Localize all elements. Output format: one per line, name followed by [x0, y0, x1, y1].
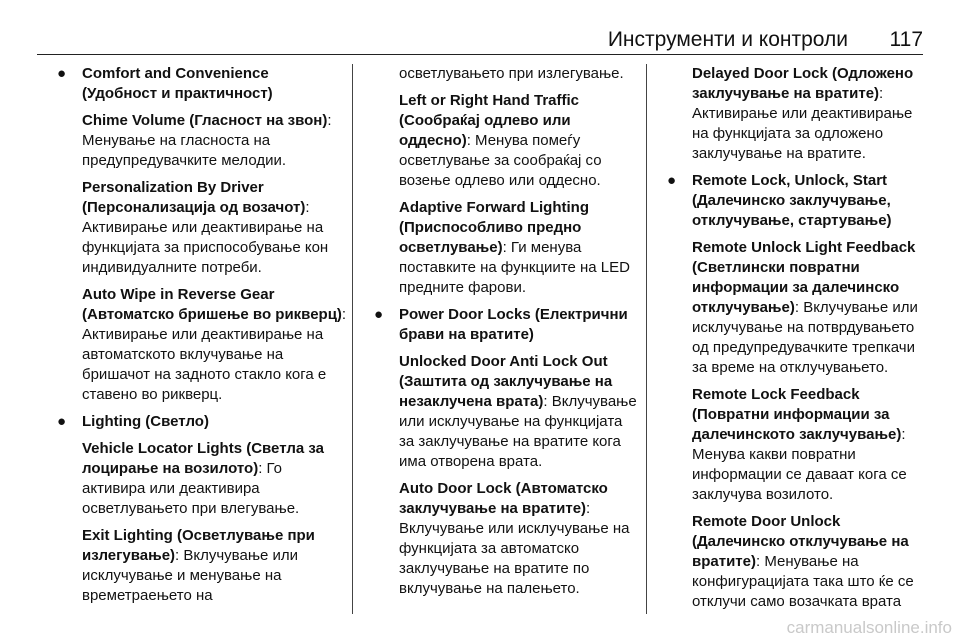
setting-item	[82, 111, 347, 171]
section-heading: ● Remote Lock, Unlock, Start (Далечинско заклучување, отклучување, стартување)	[667, 172, 892, 229]
setting-title: Remote Unlock Light Feedback (Светлински повратни информации за далечинско отклучување)	[692, 239, 916, 316]
setting-description: : Ги менува поставките на функциите на LED предните фарови.	[399, 239, 630, 296]
header-divider	[37, 54, 923, 55]
setting-item	[82, 526, 347, 606]
page-header	[0, 26, 960, 52]
setting-item	[692, 512, 932, 612]
setting-item	[399, 352, 640, 472]
page-title: Инструменти и контроли	[607, 28, 848, 51]
setting-description: : Активирање или деактивирање на автоматското вклучување на бришачот на задното стакло кога е ставено во рикверц.	[82, 306, 347, 403]
setting-description: : Го активира или деактивира осветлувањето при влегување.	[82, 460, 300, 517]
setting-title: Personalization By Driver (Персонализација од возачот)	[82, 179, 306, 216]
section-heading: ● Power Door Locks (Електрични брави на вратите)	[374, 306, 628, 343]
setting-item	[82, 439, 347, 519]
setting-item	[692, 385, 932, 505]
bullet-icon: ●	[374, 306, 384, 323]
setting-description: : Активирање или деактивирање на функцијата за приспособување кон индивидуалните потреби.	[82, 199, 329, 276]
setting-title: Unlocked Door Anti Lock Out (Заштита од заклучување на незаклучена врата)	[399, 353, 613, 410]
text-column-2	[374, 64, 640, 606]
setting-description: : Активирање или деактивирање на функцијата за одложено заклучување на вратите.	[692, 85, 913, 162]
setting-title: Auto Wipe in Reverse Gear (Автоматско бришење во рикверц)	[82, 286, 342, 323]
watermark: carmanualsonline.info	[786, 618, 952, 637]
setting-title: Adaptive Forward Lighting (Приспособливо предно осветлување)	[399, 199, 589, 256]
setting-title: Exit Lighting (Осветлување при излегување)	[82, 527, 315, 564]
column-divider-2	[646, 64, 647, 614]
setting-description: : Менување на конфигурацијата така што ќе се отклучи само возачката врата	[692, 553, 914, 610]
setting-description: : Вклучување или исклучување на функцијата за автоматско заклучување на вратите по вклучување на палењето.	[399, 500, 630, 597]
setting-item	[82, 285, 347, 405]
setting-title: Chime Volume (Гласност на звон)	[82, 112, 328, 129]
setting-item	[82, 178, 347, 278]
continued-text: осветлувањето при излегување.	[399, 65, 624, 82]
setting-title: Vehicle Locator Lights (Светла за лоцирање на возилото)	[82, 440, 324, 477]
setting-description: : Менува какви повратни информации се даваат кога се заклучува возилото.	[692, 426, 907, 503]
setting-description: : Вклучување или исклучување и менување на времетраењето на	[82, 547, 299, 604]
setting-title: Remote Lock Feedback (Повратни информации за далечинското заклучување)	[692, 386, 902, 443]
text-column-1	[57, 64, 347, 613]
column-divider-1	[352, 64, 353, 614]
section-heading: ● Comfort and Convenience (Удобност и практичност)	[57, 65, 273, 102]
setting-item	[399, 479, 640, 599]
bullet-icon: ●	[57, 413, 67, 430]
text-column-3	[667, 64, 932, 619]
bullet-icon: ●	[57, 65, 67, 82]
setting-item	[692, 238, 932, 378]
page-number: 117	[889, 28, 923, 51]
bullet-icon: ●	[667, 172, 677, 189]
setting-description: : Вклучување или исклучување на потврдувањето од предупредувачките трепкачи за време на отклучувањето.	[692, 299, 918, 376]
setting-item	[399, 91, 640, 191]
setting-title: Delayed Door Lock (Одложено заклучување на вратите)	[692, 65, 914, 102]
setting-description: : Вклучување или исклучување на функцијата за заклучување на вратите кога има отворена врата.	[399, 393, 637, 470]
setting-title: Left or Right Hand Traffic (Сообраќај одлево или оддесно)	[399, 92, 579, 149]
setting-description: : Менува помеѓу осветлување за сообраќај со возење одлево или оддесно.	[399, 132, 602, 189]
section-heading: ● Lighting (Светло)	[57, 413, 209, 430]
setting-item	[692, 64, 932, 164]
setting-title: Auto Door Lock (Автоматско заклучување на вратите)	[399, 480, 608, 517]
setting-title: Remote Door Unlock (Далечинско отклучување на вратите)	[692, 513, 909, 570]
setting-description: : Менување на гласноста на предупредувачките мелодии.	[82, 112, 332, 169]
setting-item	[399, 198, 640, 298]
